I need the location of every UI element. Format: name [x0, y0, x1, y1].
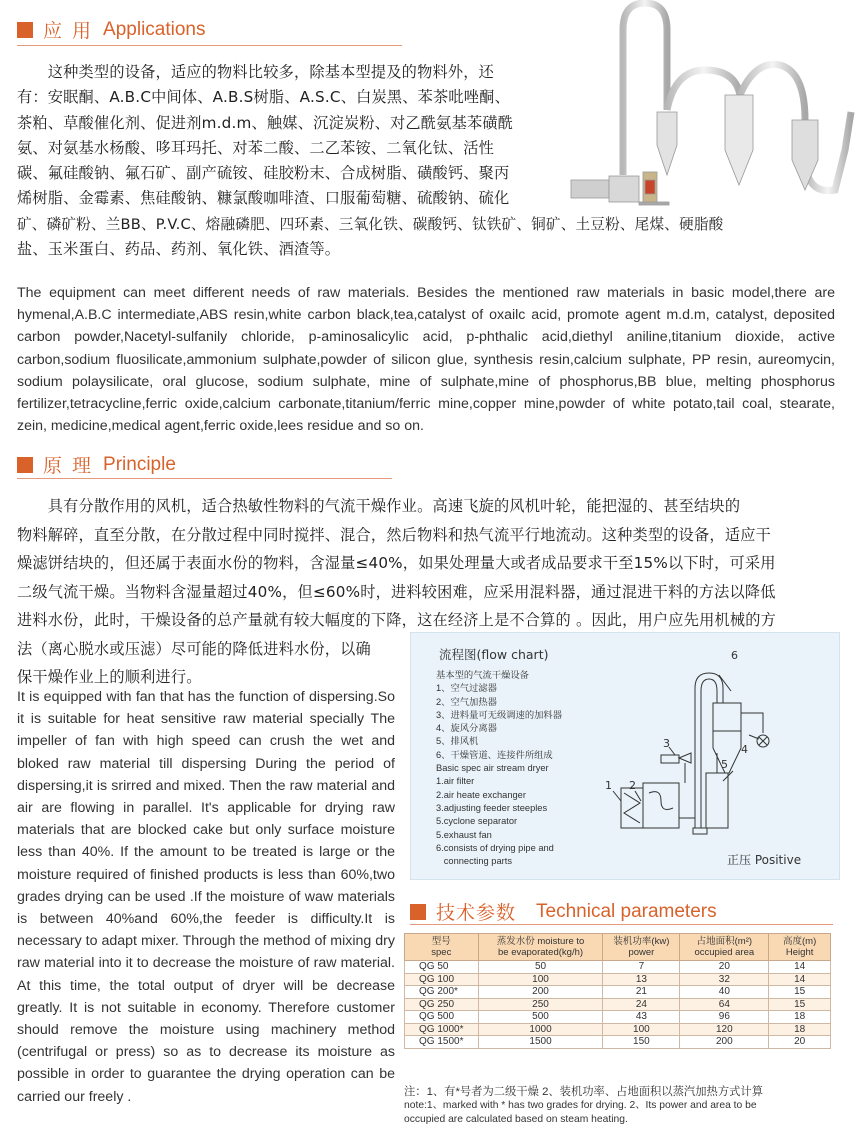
table-header-cell: 型号 spec — [405, 934, 479, 961]
flow-label-5: 5 — [721, 758, 728, 771]
table-header-cell: 蒸发水份 moisture to be evaporated(kg/h) — [478, 934, 603, 961]
flow-chart-panel — [410, 632, 840, 880]
table-notes — [404, 1085, 844, 1127]
flow-chart-item: 4、旋风分离器 — [436, 723, 497, 734]
flow-chart-item: Basic spec air stream dryer — [436, 763, 549, 774]
note-zh: 注：1、有*号者为二级干燥 2、装机功率、占地面积以蒸汽加热方式计算 — [404, 1086, 764, 1098]
table-header-cell: 占地面积(m²) occupied area — [680, 934, 769, 961]
table-row: QG 500 500 43 96 18 — [405, 1011, 831, 1024]
flow-chart-item: 3、进料量可无级调速的加料器 — [436, 709, 563, 720]
table-row: QG 1500* 1500 150 200 20 — [405, 1036, 831, 1049]
principle-zh-line: 具有分散作用的风机，适合热敏性物料的气流干燥作业。高速飞旋的风机叶轮，能把湿的、甚至结块的 — [17, 497, 741, 515]
flow-chart-item: 3.adjusting feeder steeples — [436, 802, 548, 813]
flow-label-2: 2 — [629, 779, 636, 792]
principle-en-text: It is equipped with fan that has the function of dispersing.So it is suitable for heat sensitive raw material specially The impeller of fan with high speed can crush the wet and bloked raw material till dispersing During the period of dispersing,it is srirred and mixed. Then the raw material and air are flowing in parallel. It's applicable for drying raw materials that are blocked cake but only surface moisture less than 40%. If the amount to be treated is large or the moisture required of finished products is less than 60%,two grades drying can be used .If the moisture of waw materials is between 40%and 60%,the feeder is difficulty.It is necessary to adapt mixer. Through the method of mixing dry raw material into it to decrease the moisture of raw material. At this time, the total output of dryer will be decrease greatly. It is not suitable in economy. Therefore customer should remove the moisture using machinery method (centrifugal or press) so as to decrease its moisture as possible in order to guarantee the drying operation can be carried our freely . — [17, 689, 395, 1105]
flow-chart-legend — [436, 669, 562, 868]
applications-en-text: The equipment can meet different needs of raw materials. Besides the mentioned raw materials in basic model,there are hymenal,A.B.C intermediate,ABS resin,white carbon black,tea,catalyst of oxailc acid, promote agent m.d.m, catalyst, deposited carbon powder,Nacetyl-sulfanily chloride, p-aminosalicylic acid, p-phthalic acid,diethyl aniline,titanium dioxide, active carbon,sodium fluosilicate,ammonium sulphate,powder of silicon glue, synthesis resin,calcium sulphate, PP resin, aureomycin, sodium polaysilicate, oral glucose, sodium sulphate, mine of sulphate,mine of phosphorus,BB blue, melting phosphorus fertilizer,tetracycline,ferric oxide,calcium carbonate,titanium/ferric mine,copper mine,powder of white potato,tail coal, stearate, zein, medicine,medical agent,ferric oxide,lees residue and so on. — [17, 285, 835, 435]
table-row: QG 200* 200 21 40 15 — [405, 986, 831, 999]
table-row: QG 50 50 7 20 14 — [405, 961, 831, 974]
applications-zh-line: 有：安眠酮、A.B.C中间体、A.B.S树脂、A.S.C、白炭黑、苯茶吡唑酮、 — [17, 88, 510, 107]
heading-square-icon — [17, 457, 33, 473]
applications-zh-text — [17, 60, 847, 262]
flow-label-4: 4 — [741, 743, 748, 756]
flow-label-6: 6 — [731, 649, 738, 662]
principle-zh-line: 进料水份，此时，干燥设备的总产量就有较大幅度的下降，这在经济上是不合算的 。因此，用户应先用机械的方 — [17, 611, 777, 629]
note-en-line: occupied are calculated based on steam heating. — [404, 1114, 628, 1125]
principle-title-zh: 原 理 — [43, 455, 94, 477]
table-header-cell: 高度(m) Height — [769, 934, 831, 961]
applications-zh-line: 矿、磷矿粉、兰BB、P.V.C、熔融磷肥、四环素、三氧化铁、碳酸钙、钛铁矿、铜矿、土豆粉、尾煤、硬脂酸 — [17, 215, 724, 233]
heading-square-icon — [17, 22, 33, 38]
flow-chart-item: 6、干燥管道、连接件所组成 — [436, 749, 553, 760]
technical-heading — [410, 898, 717, 925]
flow-chart-item: 2.air heate exchanger — [436, 789, 526, 800]
flow-chart-item: 6.consists of drying pipe and — [436, 842, 554, 853]
flow-chart-item: 基本型的气流干燥设备 — [436, 670, 529, 680]
table-header-row — [405, 934, 831, 961]
flow-chart-item: 1、空气过滤器 — [436, 683, 497, 694]
table-row: QG 1000* 1000 100 120 18 — [405, 1023, 831, 1036]
applications-zh-line: 茶粕、草酸催化剂、促进剂m.d.m、触媒、沉淀炭粉、对乙酰氨基苯磺酰 — [17, 113, 514, 132]
flow-chart-diagram — [591, 643, 831, 853]
table-header-cell: 装机功率(kw) power — [603, 934, 680, 961]
applications-zh-line: 烯树脂、金霉素、焦硅酸钠、糠氯酸咖啡渣、口服葡萄糖、硫酸钠、硫化 — [17, 189, 510, 208]
flow-chart-item: 1.air filter — [436, 776, 475, 787]
flow-chart-item: connecting parts — [436, 856, 512, 867]
principle-zh-line: 保干燥作业上的顺利进行。 — [17, 668, 202, 686]
flow-chart-item: 2、空气加热器 — [436, 696, 497, 707]
principle-zh-line: 法（离心脱水或压滤）尽可能的降低进料水份，以确 — [17, 639, 371, 658]
flow-chart-positive-label: 正压 Positive — [727, 853, 802, 867]
applications-title-zh: 应 用 — [43, 20, 94, 42]
flow-chart-item: 5.exhaust fan — [436, 829, 492, 840]
principle-zh-line: 燥滤饼结块的，但还属于表面水份的物料，含湿量≤40%，如果处理量大或者成品要求干至15%以下时，可采用 — [17, 554, 776, 572]
applications-zh-line: 这种类型的设备，适应的物料比较多，除基本型提及的物料外，还 — [17, 63, 495, 81]
principle-rule — [17, 478, 392, 479]
applications-rule — [17, 45, 402, 46]
principle-zh-line: 二级气流干燥。当物料含湿量超过40%，但≤60%时，进料较困难，应采用混料器，通过混进干料的方法以降低 — [17, 582, 776, 601]
flow-chart-item: 5.cyclone separator — [436, 816, 518, 827]
applications-zh-line: 盐、玉米蛋白、药品、药剂、氧化铁、酒渣等。 — [17, 240, 341, 259]
flow-chart-title: 流程图(flow chart) — [439, 647, 549, 662]
applications-zh-line: 碳、氟硅酸钠、氟石矿、副产硫铵、硅胶粉末、合成树脂、磺酸钙、聚丙 — [17, 164, 510, 183]
principle-heading — [17, 451, 176, 478]
heading-square-icon — [410, 904, 426, 920]
table-row: QG 250 250 24 64 15 — [405, 998, 831, 1011]
flow-chart-item: 5、排风机 — [436, 736, 479, 747]
applications-title-en: Applications — [103, 18, 206, 40]
principle-zh-line: 物料解碎，直至分散，在分散过程中同时搅拌、混合，然后物料和热气流平行地流动。这种类型的设备，适应干 — [17, 525, 771, 544]
note-en-line: note:1、marked with * has two grades for drying. 2、Its power and area to be — [404, 1100, 757, 1111]
applications-heading — [17, 16, 206, 43]
technical-title-en: Technical parameters — [536, 900, 717, 922]
technical-parameters-table — [404, 933, 831, 1049]
flow-label-1: 1 — [605, 779, 612, 792]
applications-zh-line: 氨、对氨基水杨酸、哆耳玛托、对苯二酸、二乙苯铵、二氧化钛、活性 — [17, 138, 495, 157]
technical-rule — [410, 924, 833, 925]
flow-label-3: 3 — [663, 737, 670, 750]
technical-title-zh: 技术参数 — [436, 902, 517, 924]
table-row: QG 100 100 13 32 14 — [405, 973, 831, 986]
principle-title-en: Principle — [103, 453, 176, 475]
